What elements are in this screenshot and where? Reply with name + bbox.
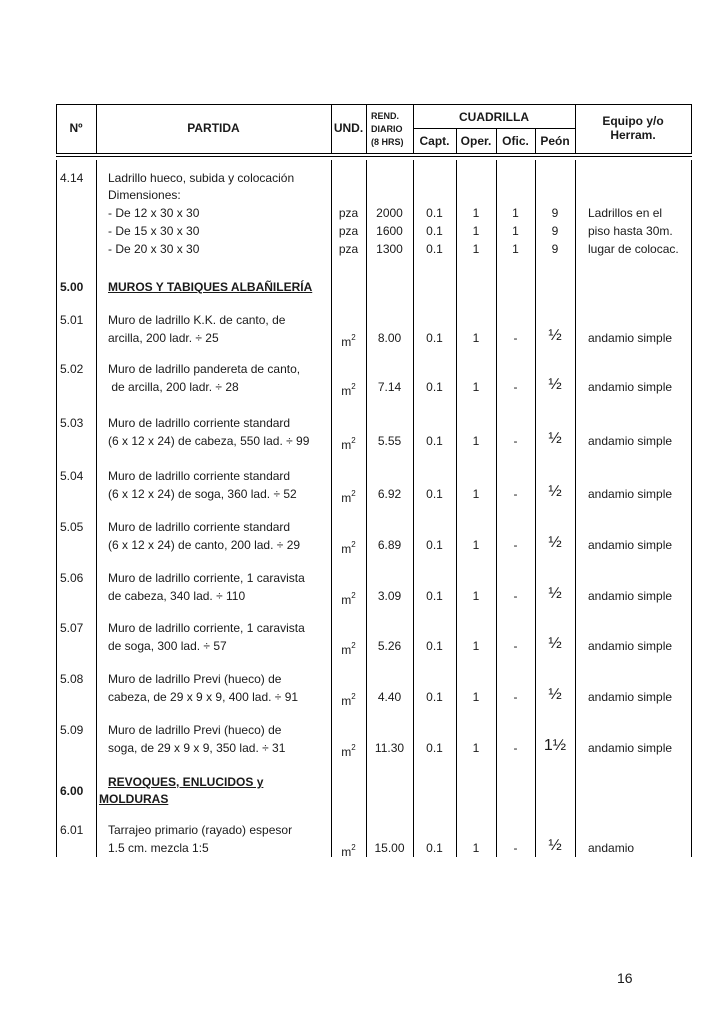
unit-exponent: 2 bbox=[351, 843, 356, 852]
row-desc-line1: Muro de ladrillo corriente standard bbox=[108, 416, 291, 430]
row-unit: pza bbox=[338, 224, 359, 238]
row-oper: 1 bbox=[472, 538, 480, 552]
row-peon: ½ bbox=[548, 430, 562, 447]
section-number: 5.00 bbox=[60, 280, 84, 294]
row-ofic: - bbox=[513, 690, 518, 704]
header-rend-3: (8 HRS) bbox=[371, 137, 404, 147]
section-title: REVOQUES, ENLUCIDOS y bbox=[108, 775, 264, 789]
row-equipo: lugar de colocac. bbox=[588, 242, 679, 256]
row-ofic: 1 bbox=[512, 242, 519, 256]
row-oper: 1 bbox=[472, 841, 480, 855]
row-rend: 4.40 bbox=[377, 690, 402, 704]
row-number: 5.03 bbox=[60, 416, 84, 430]
row-desc-line1: Muro de ladrillo K.K. de canto, de bbox=[108, 313, 286, 327]
row-desc-line2: soga, de 29 x 9 x 9, 350 lad. ÷ 31 bbox=[108, 741, 286, 755]
row-desc-line1: Muro de ladrillo corriente standard bbox=[108, 520, 291, 534]
row-equipo: andamio simple bbox=[588, 331, 673, 345]
unit-base: m bbox=[341, 384, 352, 398]
row-number: 5.08 bbox=[60, 672, 84, 686]
header-cuadrilla: CUADRILLA bbox=[459, 110, 529, 124]
row-desc: - De 15 x 30 x 30 bbox=[108, 224, 200, 238]
row-desc-line1: Muro de ladrillo Previ (hueco) de bbox=[108, 672, 282, 686]
row-capt: 0.1 bbox=[426, 487, 443, 501]
row-peon: 1½ bbox=[543, 737, 567, 754]
row-capt: 0.1 bbox=[426, 434, 443, 448]
row-equipo: andamio simple bbox=[588, 741, 673, 755]
row-number: 5.09 bbox=[60, 723, 84, 737]
row-desc-line2: (6 x 12 x 24) de canto, 200 lad. ÷ 29 bbox=[108, 538, 301, 552]
row-rend: 8.00 bbox=[377, 331, 402, 345]
row-ofic: - bbox=[513, 841, 518, 855]
header-und: UND. bbox=[333, 121, 364, 135]
section-number: 6.00 bbox=[60, 784, 84, 798]
header-rend-1: REND. bbox=[371, 111, 400, 121]
unit-base: m bbox=[341, 593, 352, 607]
row-rend: 15.00 bbox=[374, 841, 405, 855]
row-desc-line2: 1.5 cm. mezcla 1:5 bbox=[108, 841, 209, 855]
header-no: Nº bbox=[69, 121, 83, 135]
row-number: 5.02 bbox=[60, 362, 84, 376]
row-capt: 0.1 bbox=[426, 206, 443, 220]
row-capt: 0.1 bbox=[426, 224, 443, 238]
row-rend: 6.92 bbox=[377, 487, 402, 501]
row-capt: 0.1 bbox=[426, 639, 443, 653]
row-desc-line2: arcilla, 200 ladr. ÷ 25 bbox=[108, 331, 219, 345]
row-equipo: andamio simple bbox=[588, 589, 673, 603]
row-unit bbox=[331, 380, 366, 398]
row-unit bbox=[331, 639, 366, 657]
page-number: 16 bbox=[617, 970, 633, 986]
header-ofic: Ofic. bbox=[502, 134, 529, 148]
row-unit bbox=[331, 331, 366, 349]
section-title: MUROS Y TABIQUES ALBAÑILERÍA bbox=[108, 280, 313, 294]
section-title-line2: MOLDURAS bbox=[99, 792, 169, 806]
row-equipo: piso hasta 30m. bbox=[588, 224, 673, 238]
unit-base: m bbox=[341, 335, 352, 349]
unit-exponent: 2 bbox=[351, 382, 356, 391]
header-equipo-2: Herram. bbox=[610, 128, 656, 142]
row-oper: 1 bbox=[472, 224, 480, 238]
row-equipo: andamio bbox=[588, 841, 635, 855]
row-ofic: - bbox=[513, 639, 518, 653]
row-desc-line2: cabeza, de 29 x 9 x 9, 400 lad. ÷ 91 bbox=[108, 690, 299, 704]
row-peon: ½ bbox=[548, 483, 562, 500]
row-peon: ½ bbox=[548, 686, 562, 703]
row-oper: 1 bbox=[472, 690, 480, 704]
unit-exponent: 2 bbox=[351, 489, 356, 498]
row-desc-line1: Muro de ladrillo corriente standard bbox=[108, 469, 291, 483]
row-oper: 1 bbox=[472, 589, 480, 603]
row-rend: 6.89 bbox=[377, 538, 402, 552]
row-rend: 5.26 bbox=[377, 639, 402, 653]
row-oper: 1 bbox=[472, 206, 480, 220]
row-number: 4.14 bbox=[60, 171, 84, 185]
row-ofic: - bbox=[513, 589, 518, 603]
row-rend: 1300 bbox=[376, 242, 403, 256]
row-unit: pza bbox=[338, 206, 359, 220]
header-equipo-1: Equipo y/o bbox=[602, 114, 664, 128]
row-rend: 11.30 bbox=[374, 741, 405, 755]
unit-base: m bbox=[341, 643, 352, 657]
row-oper: 1 bbox=[472, 331, 480, 345]
row-peon: 9 bbox=[551, 242, 559, 256]
row-number: 5.05 bbox=[60, 520, 84, 534]
row-capt: 0.1 bbox=[426, 741, 443, 755]
row-peon: 9 bbox=[551, 206, 559, 220]
row-desc-line1: Ladrillo hueco, subida y colocación bbox=[108, 171, 295, 185]
row-capt: 0.1 bbox=[426, 589, 443, 603]
row-desc-line2: Dimensiones: bbox=[108, 188, 181, 202]
row-oper: 1 bbox=[472, 487, 480, 501]
unit-base: m bbox=[341, 694, 352, 708]
row-unit: pza bbox=[338, 242, 359, 256]
row-rend: 2000 bbox=[376, 206, 403, 220]
row-rend: 1600 bbox=[376, 224, 403, 238]
row-equipo: andamio simple bbox=[588, 639, 673, 653]
row-desc-line2: (6 x 12 x 24) de soga, 360 lad. ÷ 52 bbox=[108, 487, 297, 501]
header-capt: Capt. bbox=[419, 134, 450, 148]
row-number: 5.04 bbox=[60, 469, 84, 483]
row-ofic: - bbox=[513, 434, 518, 448]
row-desc-line2: de soga, 300 lad. ÷ 57 bbox=[108, 639, 227, 653]
row-desc-line2: de cabeza, 340 lad. ÷ 110 bbox=[108, 589, 246, 603]
row-ofic: - bbox=[513, 487, 518, 501]
row-desc: - De 12 x 30 x 30 bbox=[108, 206, 200, 220]
unit-exponent: 2 bbox=[351, 436, 356, 445]
unit-base: m bbox=[341, 542, 352, 556]
row-rend: 3.09 bbox=[377, 589, 402, 603]
row-equipo: andamio simple bbox=[588, 487, 673, 501]
row-capt: 0.1 bbox=[426, 242, 443, 256]
row-unit bbox=[331, 690, 366, 708]
row-desc-line1: Muro de ladrillo corriente, 1 caravista bbox=[108, 621, 305, 635]
unit-exponent: 2 bbox=[351, 333, 356, 342]
row-desc-line1: Muro de ladrillo Previ (hueco) de bbox=[108, 723, 282, 737]
row-ofic: - bbox=[513, 741, 518, 755]
row-peon: ½ bbox=[548, 327, 562, 344]
row-ofic: 1 bbox=[512, 206, 519, 220]
row-unit bbox=[331, 434, 366, 452]
row-desc-line2: (6 x 12 x 24) de cabeza, 550 lad. ÷ 99 bbox=[108, 434, 310, 448]
row-oper: 1 bbox=[472, 434, 480, 448]
row-number: 5.07 bbox=[60, 621, 84, 635]
unit-base: m bbox=[341, 491, 352, 505]
row-equipo: andamio simple bbox=[588, 538, 673, 552]
row-desc-line2: de arcilla, 200 ladr. ÷ 28 bbox=[108, 380, 239, 394]
row-capt: 0.1 bbox=[426, 690, 443, 704]
row-desc-line1: Tarrajeo primario (rayado) espesor bbox=[108, 823, 293, 837]
row-equipo: andamio simple bbox=[588, 434, 673, 448]
row-peon: ½ bbox=[548, 837, 562, 854]
unit-base: m bbox=[341, 845, 352, 859]
row-oper: 1 bbox=[472, 242, 480, 256]
row-number: 5.06 bbox=[60, 571, 84, 585]
row-rend: 5.55 bbox=[377, 434, 402, 448]
row-unit bbox=[331, 589, 366, 607]
row-equipo: Ladrillos en el bbox=[588, 206, 663, 220]
row-desc: - De 20 x 30 x 30 bbox=[108, 242, 200, 256]
unit-exponent: 2 bbox=[351, 743, 356, 752]
row-equipo: andamio simple bbox=[588, 380, 673, 394]
row-unit bbox=[331, 841, 366, 859]
row-rend: 7.14 bbox=[377, 380, 402, 394]
header-partida: PARTIDA bbox=[187, 121, 240, 135]
row-desc-line1: Muro de ladrillo corriente, 1 caravista bbox=[108, 571, 305, 585]
row-ofic: - bbox=[513, 538, 518, 552]
row-capt: 0.1 bbox=[426, 331, 443, 345]
row-oper: 1 bbox=[472, 741, 480, 755]
row-capt: 0.1 bbox=[426, 538, 443, 552]
row-unit bbox=[331, 741, 366, 759]
unit-base: m bbox=[341, 745, 352, 759]
header-rend-2: DIARIO bbox=[371, 124, 403, 134]
row-ofic: - bbox=[513, 331, 518, 345]
row-unit bbox=[331, 487, 366, 505]
unit-base: m bbox=[341, 438, 352, 452]
row-peon: ½ bbox=[548, 635, 562, 652]
row-capt: 0.1 bbox=[426, 380, 443, 394]
row-unit bbox=[331, 538, 366, 556]
row-peon: ½ bbox=[548, 534, 562, 551]
row-peon: ½ bbox=[548, 376, 562, 393]
row-desc-line1: Muro de ladrillo pandereta de canto, bbox=[108, 362, 301, 376]
unit-exponent: 2 bbox=[351, 591, 356, 600]
header-oper: Oper. bbox=[460, 134, 492, 148]
row-oper: 1 bbox=[472, 380, 480, 394]
unit-exponent: 2 bbox=[351, 540, 356, 549]
row-oper: 1 bbox=[472, 639, 480, 653]
row-ofic: 1 bbox=[512, 224, 519, 238]
unit-exponent: 2 bbox=[351, 692, 356, 701]
row-equipo: andamio simple bbox=[588, 690, 673, 704]
row-peon: 9 bbox=[551, 224, 559, 238]
row-number: 6.01 bbox=[60, 823, 84, 837]
unit-exponent: 2 bbox=[351, 641, 356, 650]
row-number: 5.01 bbox=[60, 313, 84, 327]
row-capt: 0.1 bbox=[426, 841, 443, 855]
row-peon: ½ bbox=[548, 585, 562, 602]
header-peon: Peón bbox=[540, 134, 570, 148]
row-ofic: - bbox=[513, 380, 518, 394]
